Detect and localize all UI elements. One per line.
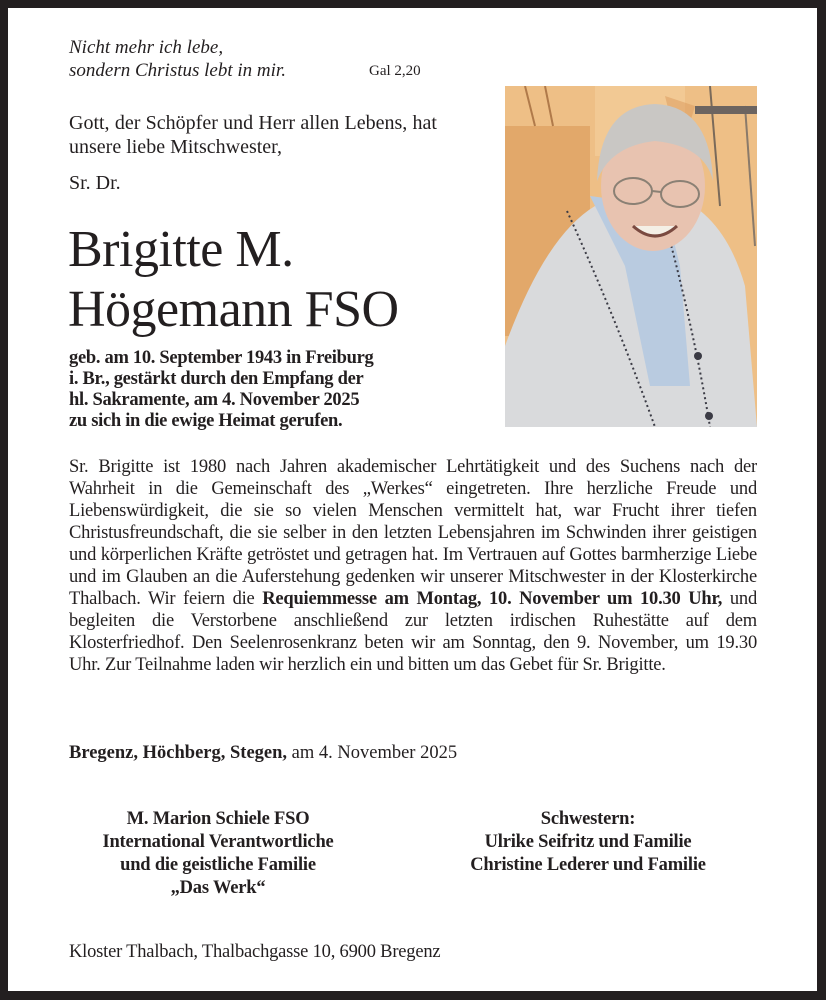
bible-quote <box>69 36 286 82</box>
signatory-left-line-3: und die geistliche Familie <box>120 855 316 875</box>
obituary-body-text <box>69 456 757 676</box>
body-text-part-1: Sr. Brigitte ist 1980 nach Jahren akademischer Lehrtätigkeit und des Suchens nach der Wahrheit in die Gemeinschaft des „Werkes“ eingetreten. Ihre herzliche Freude und Liebenswürdigkeit, die sie so vielen Menschen vermittelt hat, war Frucht ihrer tiefen Christusfreundschaft, die sie selber in den letzten Lebensjahren im Schwinden ihrer geistigen und körperlichen Kräfte getröstet und getragen hat. Im Vertrauen auf Gottes barmherzige Liebe und im Glauben an die Auferstehung gedenken wir unserer Mitschwester in der Klosterkirche Thalbach. Wir feiern die <box>69 457 757 609</box>
bible-reference: Gal 2,20 <box>369 63 421 79</box>
intro-text: Gott, der Schöpfer und Herr allen Lebens, hat unsere liebe Mitschwester, <box>69 112 437 158</box>
birth-line-4: zu sich in die ewige Heimat gerufen. <box>69 411 343 431</box>
deceased-name <box>68 220 399 340</box>
portrait-photo <box>505 86 757 427</box>
signatory-right-line-3: Christine Lederer und Familie <box>470 855 706 875</box>
name-prefix: Sr. Dr. <box>69 172 121 194</box>
birth-line-1: geb. am 10. September 1943 in Freiburg <box>69 348 374 368</box>
address-line: Kloster Thalbach, Thalbachgasse 10, 6900 Bregenz <box>69 942 441 962</box>
birth-death-info <box>69 348 469 432</box>
signatory-right-line-2: Ulrike Seifritz und Familie <box>484 832 692 852</box>
signatory-left-line-4: „Das Werk“ <box>170 878 266 898</box>
requiem-mass-info: Requiemmesse am Montag, 10. November um 10.30 Uhr, <box>262 589 723 609</box>
name-line-2: Högemann FSO <box>68 281 399 338</box>
name-line-1: Brigitte M. <box>68 221 294 278</box>
signatory-right <box>428 808 748 877</box>
places: Bregenz, Höchberg, Stegen, <box>69 743 288 763</box>
quote-line-1: Nicht mehr ich lebe, <box>69 37 224 58</box>
body-text-part-2: und begleiten die Verstorbene anschließend zur letzten irdischen Ruhestätte auf dem Klosterfriedhof. Den Seelenrosenkranz beten wir am Sonntag, den 9. November, um 19.30 Uhr. Zur Teilnahme laden wir herzlich ein und bitten um das Gebet für Sr. Brigitte. <box>69 589 758 675</box>
birth-line-3: hl. Sakramente, am 4. November 2025 <box>69 390 360 410</box>
quote-line-2: sondern Christus lebt in mir. <box>69 60 286 81</box>
signatory-left <box>58 808 378 900</box>
obituary-notice <box>8 8 817 991</box>
birth-line-2: i. Br., gestärkt durch den Empfang der <box>69 369 364 389</box>
signatory-right-line-1: Schwestern: <box>540 809 636 829</box>
notice-date: am 4. November 2025 <box>287 743 458 763</box>
signatory-left-line-1: M. Marion Schiele FSO <box>126 809 310 829</box>
signatory-left-line-2: International Verantwortliche <box>102 832 334 852</box>
portrait-illustration <box>505 86 757 427</box>
place-date-line <box>69 743 457 764</box>
